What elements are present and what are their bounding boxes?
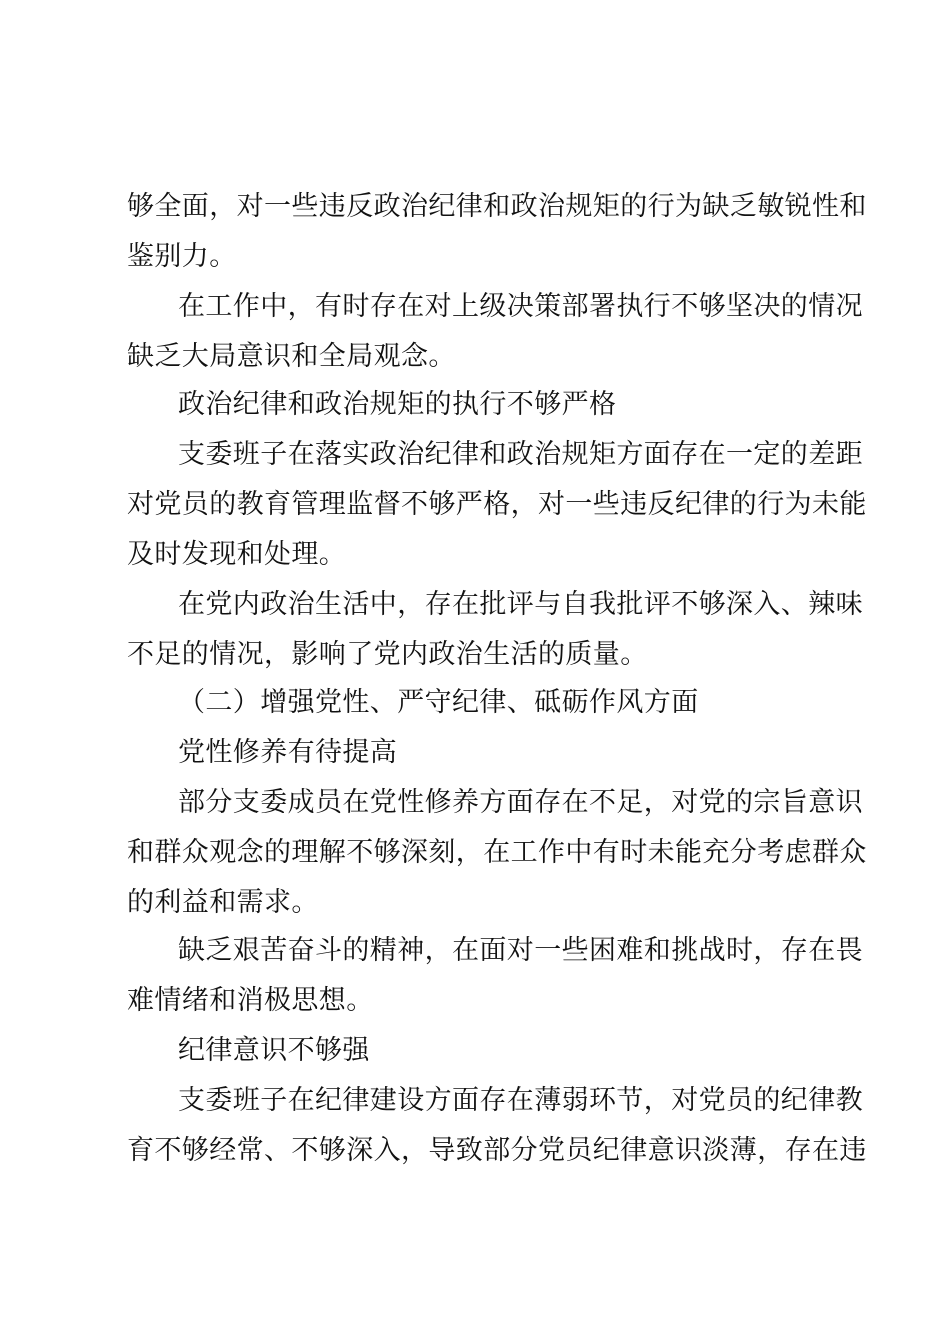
text-line: 的利益和需求。 — [127, 887, 319, 918]
text-line: 及时发现和处理。 — [127, 539, 347, 570]
text-line: 支委班子在纪律建设方面存在薄弱环节，对党员的纪律教 — [178, 1085, 863, 1116]
text-line: 鉴别力。 — [127, 241, 237, 272]
text-line: 对党员的教育管理监督不够严格，对一些违反纪律的行为未能 — [127, 489, 867, 520]
text-line: 部分支委成员在党性修养方面存在不足，对党的宗旨意识 — [178, 787, 863, 818]
text-line: 缺乏艰苦奋斗的精神，在面对一些困难和挑战时，存在畏 — [178, 935, 863, 966]
text-line: 难情绪和消极思想。 — [127, 985, 374, 1016]
text-line: 够全面，对一些违反政治纪律和政治规矩的行为缺乏敏锐性和 — [127, 191, 867, 222]
text-line: 在工作中，有时存在对上级决策部署执行不够坚决的情况 — [178, 291, 863, 322]
text-line: 育不够经常、不够深入，导致部分党员纪律意识淡薄，存在违 — [127, 1135, 867, 1166]
text-line: 缺乏大局意识和全局观念。 — [127, 341, 456, 372]
section-heading: 党性修养有待提高 — [178, 737, 398, 768]
text-line: 支委班子在落实政治纪律和政治规矩方面存在一定的差距 — [178, 439, 863, 470]
text-line: 和群众观念的理解不够深刻，在工作中有时未能充分考虑群众 — [127, 837, 867, 868]
section-heading: （二）增强党性、严守纪律、砥砺作风方面 — [178, 687, 699, 718]
text-line: 在党内政治生活中，存在批评与自我批评不够深入、辣味 — [178, 589, 863, 620]
section-heading: 政治纪律和政治规矩的执行不够严格 — [178, 389, 617, 420]
text-line: 不足的情况，影响了党内政治生活的质量。 — [127, 639, 648, 670]
section-heading: 纪律意识不够强 — [178, 1035, 370, 1066]
